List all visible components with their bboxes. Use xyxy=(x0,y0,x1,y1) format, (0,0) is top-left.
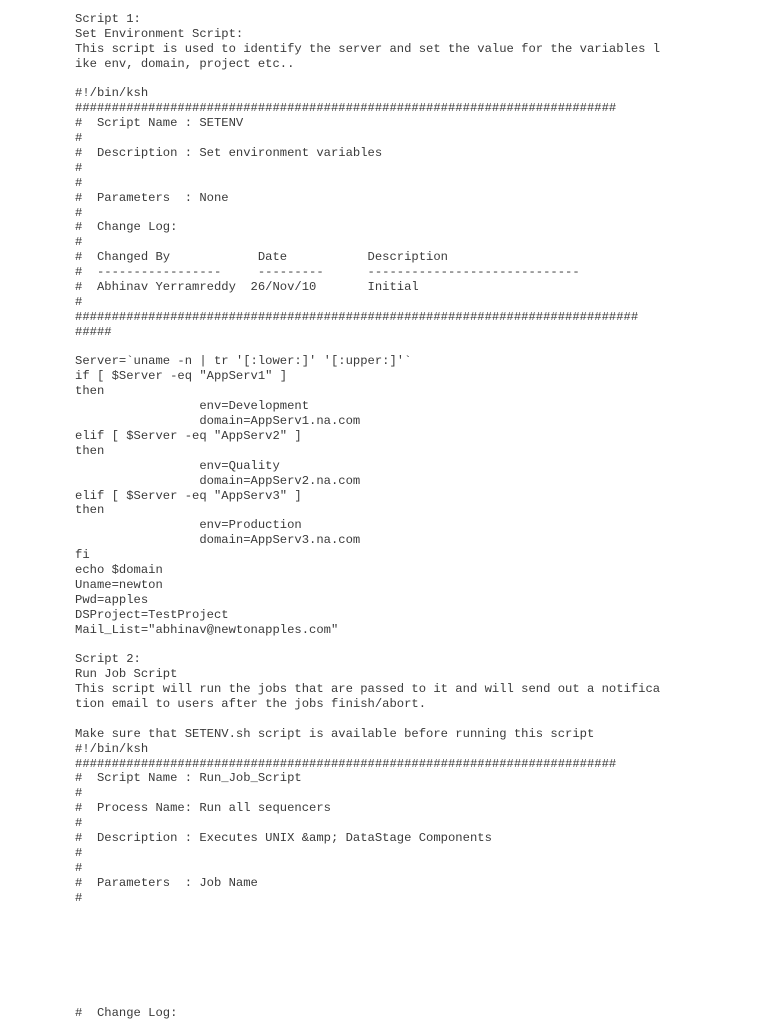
document-line: # xyxy=(75,205,83,220)
document-line: Mail_List="abhinav@newtonapples.com" xyxy=(75,622,339,637)
document-line: DSProject=TestProject xyxy=(75,607,229,622)
document-line: Script 1: xyxy=(75,12,141,26)
document-line: elif [ $Server -eq "AppServ3" ] xyxy=(75,488,302,503)
document-line: # Script Name : Run_Job_Script xyxy=(75,771,302,786)
document-line: env=Quality xyxy=(75,458,280,473)
document-line: ########################################################################## xyxy=(75,756,617,771)
document-line: Uname=newton xyxy=(75,577,163,592)
document-line: # Changed By Date Description xyxy=(75,250,448,265)
document-line: ############################################################################# xyxy=(75,309,639,324)
document-line: Script 2: xyxy=(75,652,141,667)
document-line: then xyxy=(75,443,105,458)
document-line: # xyxy=(75,294,83,309)
document-line: #!/bin/ksh xyxy=(75,741,149,756)
document-line: # xyxy=(75,860,83,875)
document-line: tion email to users after the jobs finish/abort. xyxy=(75,696,427,711)
document-line: domain=AppServ2.na.com xyxy=(75,473,361,488)
document-line: This script will run the jobs that are passed to it and will send out a notifica xyxy=(75,682,661,697)
document-line: # xyxy=(75,890,83,905)
document-line: then xyxy=(75,384,105,399)
document-line: # Change Log: xyxy=(75,1006,178,1020)
document-line: env=Production xyxy=(75,518,302,533)
document-line xyxy=(75,712,765,727)
document-line xyxy=(75,637,765,652)
document-line: # xyxy=(75,175,83,190)
document-line: ##### xyxy=(75,324,112,339)
document-line: #!/bin/ksh xyxy=(75,86,149,101)
document-line: Pwd=apples xyxy=(75,592,149,607)
document-line: # Description : Executes UNIX &amp; DataStage Components xyxy=(75,830,492,845)
document-line: # Parameters : Job Name xyxy=(75,875,258,890)
document-line: elif [ $Server -eq "AppServ2" ] xyxy=(75,428,302,443)
document-line: # xyxy=(75,131,83,146)
document-line: Set Environment Script: xyxy=(75,26,244,41)
document-line: # Process Name: Run all sequencers xyxy=(75,801,331,816)
document-line: # xyxy=(75,160,83,175)
document-line xyxy=(75,340,765,355)
document-line: # xyxy=(75,816,83,831)
document-line: # Parameters : None xyxy=(75,190,229,205)
document-line: Run Job Script xyxy=(75,667,178,682)
document-line: domain=AppServ1.na.com xyxy=(75,414,361,429)
document-line: # Abhinav Yerramreddy 26/Nov/10 Initial xyxy=(75,280,419,295)
document-line: # Description : Set environment variables xyxy=(75,146,383,161)
document-line: env=Development xyxy=(75,399,310,414)
document-line: then xyxy=(75,503,105,518)
document-page-bottom xyxy=(75,1006,765,1021)
document-line: Server=`uname -n | tr '[:lower:]' '[:upper:]'` xyxy=(75,354,412,369)
document-line xyxy=(75,72,765,87)
document-line: if [ $Server -eq "AppServ1" ] xyxy=(75,369,288,384)
document-line: fi xyxy=(75,548,90,563)
document-line: ########################################################################## xyxy=(75,101,617,116)
document-line: This script is used to identify the server and set the value for the variables l xyxy=(75,41,661,56)
document-line: echo $domain xyxy=(75,562,163,577)
document-line: # xyxy=(75,786,83,801)
document-line: # Change Log: xyxy=(75,220,178,235)
document-line: # xyxy=(75,235,83,250)
document-line: domain=AppServ3.na.com xyxy=(75,533,361,548)
document-line: Make sure that SETENV.sh script is available before running this script xyxy=(75,726,595,741)
document-page xyxy=(75,12,765,905)
document-line: # ----------------- --------- ----------------------------- xyxy=(75,265,580,280)
document-line: # Script Name : SETENV xyxy=(75,116,244,131)
document-line: ike env, domain, project etc.. xyxy=(75,56,295,71)
document-line: # xyxy=(75,845,83,860)
